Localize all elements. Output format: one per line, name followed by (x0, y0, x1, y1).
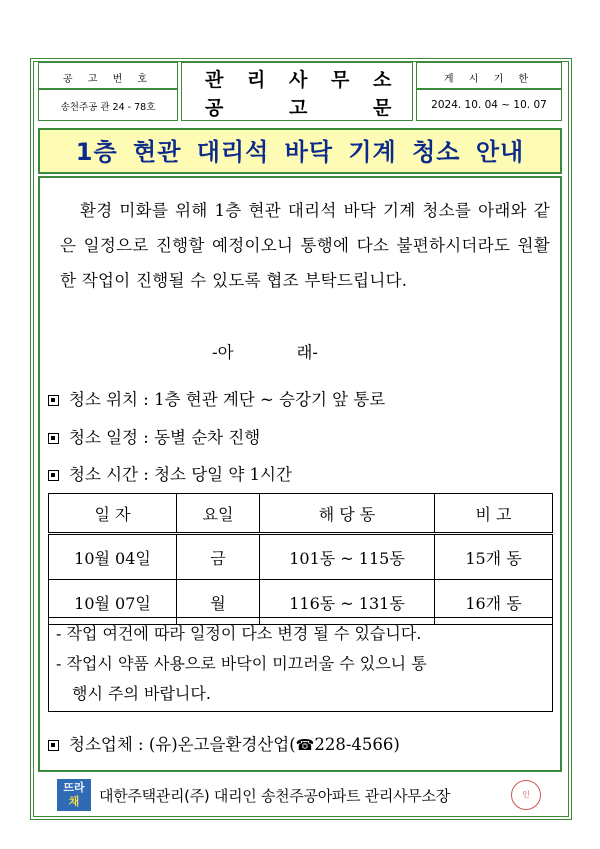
office-title (205, 65, 395, 92)
detail-value: 청소 당일 약 1시간 (154, 465, 292, 484)
official-seal-icon: 인 (511, 780, 541, 810)
column-header: 비 고 (435, 494, 553, 534)
table-cell: 10월 04일 (49, 534, 177, 580)
phone-icon: ☎ (295, 736, 315, 754)
note-line: - 작업 여건에 따라 일정이 다소 변경 될 수 있습니다. (56, 624, 422, 643)
table-header-row (49, 494, 553, 534)
schedule-table (48, 493, 553, 625)
contractor-name: (유)온고을환경산업( (148, 735, 296, 754)
table-cell: 101동 ~ 115동 (260, 534, 435, 580)
table-cell: 월 (177, 580, 260, 625)
table-row (49, 534, 553, 580)
office-char: 관 (205, 69, 224, 91)
office-char: 리 (247, 69, 266, 91)
period-value: 2024. 10. 04 ~ 10. 07 (431, 99, 547, 111)
column-header: 요일 (177, 494, 260, 534)
detail-label: 청소 위치 (69, 390, 139, 409)
detail-separator: : (138, 465, 155, 484)
detail-label: 청소 일정 (69, 428, 139, 447)
office-char: 사 (289, 69, 308, 91)
logo-line: 채 (68, 795, 80, 808)
square-bullet-icon (48, 470, 59, 481)
detail-time (48, 461, 292, 485)
table-cell: 금 (177, 534, 260, 580)
table-cell: 116동 ~ 131동 (260, 580, 435, 625)
office-char: 무 (331, 69, 350, 91)
notice-number-value: 송천주공 관 24 - 78호 (60, 102, 156, 113)
square-bullet-icon (48, 740, 59, 751)
notice-number-label-cell (38, 62, 178, 89)
notice-number-label: 공 고 번 호 (62, 74, 154, 85)
footer-signature: 대한주택관리(주) 대리인 송천주공아파트 관리사무소장 (99, 787, 450, 805)
notice-char: 고 (289, 97, 308, 119)
period-label: 게 시 기 한 (443, 74, 535, 85)
detail-value: 동별 순차 진행 (154, 428, 261, 447)
office-char: 소 (373, 69, 392, 91)
detail-schedule (48, 424, 260, 448)
table-cell: 16개 동 (435, 580, 553, 625)
title-banner (38, 128, 562, 174)
ah-heading: -아 래- (212, 343, 318, 362)
note-line: - 작업시 약품 사용으로 바닥이 미끄러울 수 있으니 통 (56, 654, 427, 673)
square-bullet-icon (48, 433, 59, 444)
table-cell: 15개 동 (435, 534, 553, 580)
square-bullet-icon (48, 395, 59, 406)
logo-line: 뜨라 (63, 781, 85, 794)
detail-separator: : (138, 428, 155, 447)
notice-char: 공 (205, 97, 224, 119)
page-title: 1층 현관 대리석 바닥 기계 청소 안내 (75, 138, 525, 166)
notice-title (205, 93, 395, 120)
column-header: 일 자 (49, 494, 177, 534)
contractor-phone: 228-4566) (314, 735, 400, 754)
contractor-line (48, 731, 400, 755)
detail-label: 청소 시간 (69, 465, 139, 484)
detail-separator: : (138, 390, 155, 409)
brand-logo (57, 779, 91, 811)
table-cell: 10월 07일 (49, 580, 177, 625)
notice-number-value-cell (38, 89, 178, 121)
notice-char: 문 (373, 97, 392, 119)
contractor-separator: : (132, 735, 149, 754)
column-header: 해 당 동 (260, 494, 435, 534)
intro-paragraph: 환경 미화를 위해 1층 현관 대리석 바닥 기계 청소를 아래와 같은 일정으로 진행할 예정이오니 통행에 다소 불편하시더라도 원활한 작업이 진행될 수 있도록 협조 부탁드립니다. (60, 201, 550, 290)
detail-location (48, 386, 385, 410)
period-label-cell (416, 62, 562, 89)
detail-value: 1층 현관 계단 ~ 승강기 앞 통로 (154, 390, 386, 409)
period-value-cell (416, 89, 562, 121)
note-line: 행시 주의 바랍니다. (72, 684, 211, 703)
contractor-label: 청소업체 (69, 735, 133, 754)
